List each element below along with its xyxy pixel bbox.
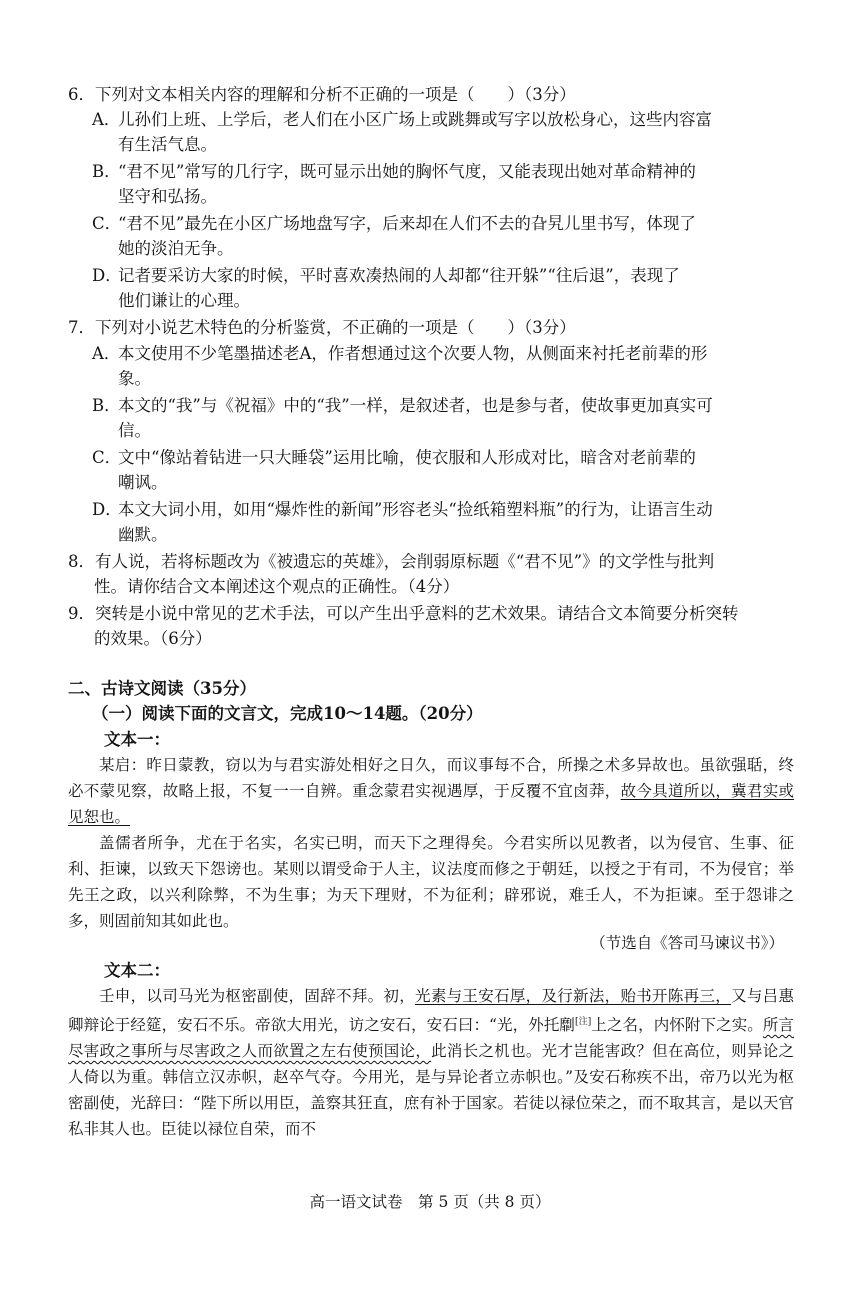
question-6-option-d: D．记者要采访大家的时候，平时喜欢凑热闹的人却都“往开躲”“往后退”，表现了 他们谦让的心理。 — [92, 266, 680, 310]
question-7-option-a: A．本文使用不少笔墨描述老A，作者想通过这个次要人物，从侧面来衬托老前辈的形 象。 — [92, 344, 708, 388]
text-1-paragraph-1: 某启：昨日蒙教，窃以为与君实游处相好之日久，而议事每不合，所操之术多异故也。虽欲强聒，终必不蒙见察，故略上报，不复一一自辨。重念蒙君实视遇厚，于反覆不宜卤莽，故今具道所以，冀君实或见恕也。 — [68, 756, 794, 826]
question-7-option-d: D．本文大词小用，如用“爆炸性的新闻”形容老头“捡纸箱塑料瓶”的行为，让语言生动 幽默。 — [92, 500, 713, 544]
section-2-subtitle: （一）阅读下面的文言文，完成10～14题。（20分） — [92, 704, 483, 723]
text-2-label: 文本二： — [104, 961, 170, 980]
text-1-label: 文本一： — [104, 730, 170, 749]
question-6-option-b: B．“君不见”常写的几行字，既可显示出她的胸怀气度，又能表现出她对革命精神的 坚守和弘扬。 — [92, 162, 696, 206]
text-1-paragraph-2: 盖儒者所争，尤在于名实，名实已明，而天下之理得矣。今君实所以见教者，以为侵官、生事、征利、拒谏，以致天下怨谤也。某则以谓受命于人主，议法度而修之于朝廷，以授之于有司，不为侵官；举先王之政，以兴利除弊，不为生事；为天下理财，不为征利；辟邪说，难壬人，不为拒谏。至于怨诽之多，则固前知其如此也。 — [68, 834, 794, 930]
text-2-paragraph: 壬申，以司马光为枢密副使，固辞不拜。初，光素与王安石厚，及行新法，贻书开陈再三，又与吕惠卿辩论于经筵，安石不乐。帝欲大用光，访之安石，安石曰：“光，外托劘[注]上之名，内怀附下之实。所言尽害政之事所与尽害政之人而欲置之左右使预国论，此消长之机也。光才岂能害政？但在高位，则异论之人倚以为重。韩信立汉赤帜，赵卒气夺。今用光，是与异论者立赤帜也。”及安石称疾不出，帝乃以光为枢密副使，光辞曰：“陛下所以用臣，盖察其狂直，庶有补于国家。若徒以禄位荣之，而不取其言，是以天官私非其人也。臣徒以禄位自荣，而不 — [68, 987, 794, 1139]
wavy-underlined-sentence: 所言尽害政之事所与尽害政之人而欲置之左右使预国论， — [68, 1016, 794, 1061]
question-7-option-c: C．文中“像站着钻进一只大睡袋”运用比喻，使衣服和人形成对比，暗含对老前辈的 嘲讽。 — [92, 448, 696, 492]
section-2-title: 二、古诗文阅读（35分） — [68, 679, 256, 698]
page-footer: 高一语文试卷 第 5 页（共 8 页） — [309, 1193, 551, 1211]
underlined-sentence: 故今具道所以，冀君实或见恕也。 — [68, 782, 794, 826]
question-8: 8．有人说，若将标题改为《被遗忘的英雄》，会削弱原标题《“君不见”》的文学性与批判 性。请你结合文本阐述这个观点的正确性。（4分） — [68, 552, 715, 596]
question-6-option-a: A．儿孙们上班、上学后，老人们在小区广场上或跳舞或写字以放松身心，这些内容富 有生活气息。 — [92, 110, 712, 154]
note-marker: [注] — [575, 1017, 592, 1027]
question-6-option-c: C．“君不见”最先在小区广场地盘写字，后来却在人们不去的旮旯儿里书写，体现了 她的淡泊无争。 — [92, 214, 696, 258]
question-9: 9．突转是小说中常见的艺术手法，可以产生出乎意料的艺术效果。请结合文本简要分析突转 的效果。（6分） — [68, 604, 739, 648]
text-1-source: （节选自《答司马谏议书》） — [590, 934, 784, 952]
underlined-sentence-2: 光素与王安石厚，及行新法，贻书开陈再三， — [415, 987, 732, 1005]
question-7-option-b: B．本文的“我”与《祝福》中的“我”一样，是叙述者，也是参与者，使故事更加真实可 信。 — [92, 396, 713, 440]
question-6-stem: 6．下列对文本相关内容的理解和分析不正确的一项是（ ）（3分） — [68, 85, 576, 104]
question-7-stem: 7．下列对小说艺术特色的分析鉴赏，不正确的一项是（ ）（3分） — [68, 318, 576, 337]
